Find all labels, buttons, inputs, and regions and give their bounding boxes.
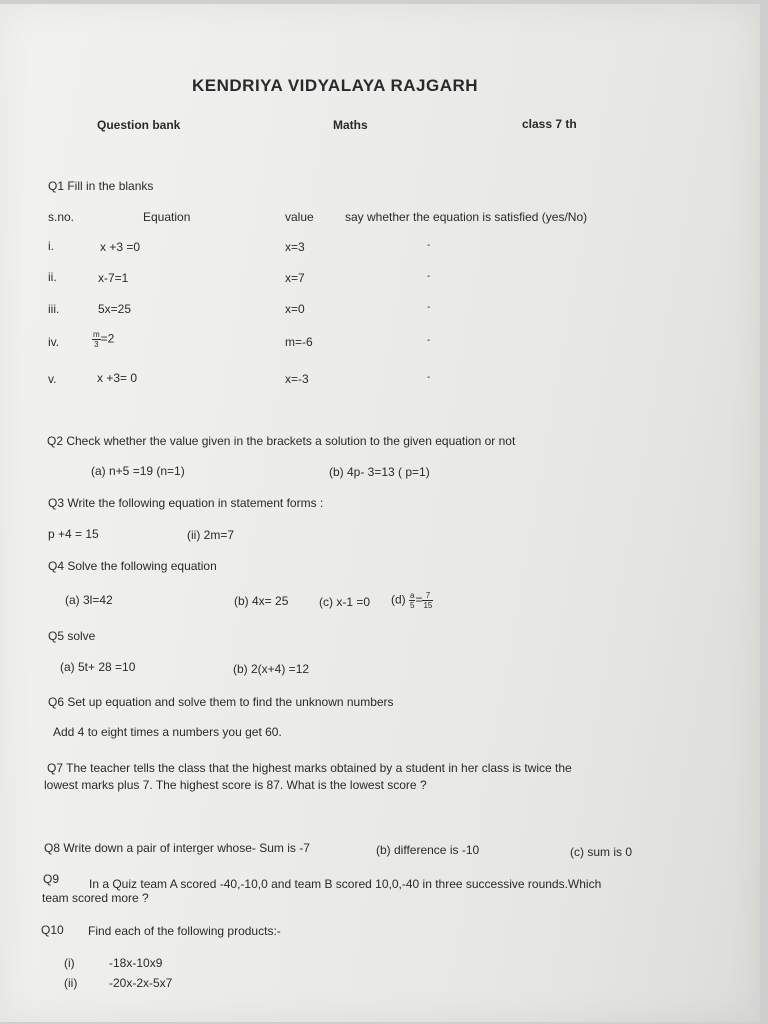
q3-part-i: p +4 = 15: [48, 527, 99, 541]
fraction: $\frac{7}{15}$: [423, 591, 433, 610]
q1-col-sno: s.no.: [48, 210, 75, 224]
q10-label: Q10: [41, 923, 64, 937]
q1-row-value: x=0: [285, 302, 305, 316]
q7-line1: Q7 The teacher tells the class that the highest marks obtained by a student in her class is twice the: [47, 761, 572, 775]
q2-part-b: (b) 4p- 3=13 ( p=1): [329, 465, 430, 479]
q10-item-expression: -20x-2x-5x7: [109, 976, 173, 990]
q5-part-a: (a) 5t+ 28 =10: [60, 660, 136, 674]
fraction: $\frac{m}{3}$: [93, 330, 100, 349]
q1-row-answer: -: [427, 240, 431, 251]
school-title: KENDRIYA VIDYALAYA RAJGARH: [192, 76, 479, 95]
q1-row-value: x=-3: [285, 372, 309, 386]
q1-row-equation: 5x=25: [98, 302, 132, 316]
q10-item-number: (i): [64, 956, 75, 970]
q1-title: Q1 Fill in the blanks: [48, 179, 154, 193]
q1-row-sno: i.: [48, 239, 54, 253]
q8-part-b: (b) difference is -10: [376, 843, 480, 857]
header-class: class 7 th: [522, 117, 577, 131]
q1-col-value: value: [285, 210, 314, 224]
q4-title: Q4 Solve the following equation: [48, 559, 217, 573]
q10-item-number: (ii): [64, 976, 78, 990]
q2-part-a: (a) n+5 =19 (n=1): [91, 464, 185, 478]
q4-part-c: (c) x-1 =0: [319, 595, 371, 609]
q1-row-sno: v.: [48, 372, 57, 386]
q1-row-sno: ii.: [48, 270, 57, 284]
q1-row-answer: -: [427, 372, 431, 383]
q1-row-answer: -: [427, 302, 431, 313]
q1-row-equation: x +3 =0: [100, 240, 141, 254]
q6-title: Q6 Set up equation and solve them to find the unknown numbers: [48, 695, 394, 709]
q1-row-value: m=-6: [285, 335, 313, 349]
q1-row-sno: iii.: [48, 302, 60, 316]
q1-row-answer: -: [427, 335, 431, 346]
q8-part-a: Q8 Write down a pair of interger whose- Sum is -7: [44, 841, 310, 855]
q1-row-value: x=7: [285, 271, 305, 285]
q8-part-c: (c) sum is 0: [570, 845, 633, 859]
q4-part-a: (a) 3l=42: [65, 593, 113, 607]
fraction: $\frac{a}{5}$: [410, 591, 415, 610]
q1-col-equation: Equation: [143, 210, 191, 224]
q5-title: Q5 solve: [48, 629, 96, 643]
q5-part-b: (b) 2(x+4) =12: [233, 662, 310, 676]
q3-part-ii: (ii) 2m=7: [187, 528, 235, 542]
q1-col-answer: say whether the equation is satisfied (yes/No): [345, 210, 588, 224]
q9-line1: In a Quiz team A scored -40,-10,0 and team B scored 10,0,-40 in three successive rounds.Which: [89, 877, 602, 891]
q1-row-answer: -: [427, 271, 431, 282]
q10-item-expression: -18x-10x9: [109, 956, 163, 970]
q6-body: Add 4 to eight times a numbers you get 60.: [53, 725, 282, 739]
q1-row-value: x=3: [285, 240, 305, 254]
q3-title: Q3 Write the following equation in statement forms :: [48, 496, 324, 510]
q1-row-equation: $\frac{m}{3}$ =2: [93, 330, 115, 349]
q4-part-b: (b) 4x= 25: [234, 594, 289, 608]
q4-part-d: (d) $\frac{a}{5}$ = $\frac{7}{15}$: [391, 591, 433, 610]
header-subject: Maths: [333, 118, 368, 132]
q9-line2: team scored more ?: [42, 891, 149, 905]
q1-row-equation: x +3= 0: [97, 371, 138, 385]
q1-row-equation: x-7=1: [98, 271, 129, 285]
q10-title: Find each of the following products:-: [88, 924, 281, 938]
q2-title: Q2 Check whether the value given in the brackets a solution to the given equation or not: [47, 434, 516, 448]
question-paper: [0, 4, 760, 1022]
q1-row-sno: iv.: [48, 335, 60, 349]
header-question-bank: Question bank: [97, 118, 181, 132]
q9-label: Q9: [43, 872, 60, 886]
q7-line2: lowest marks plus 7. The highest score is 87. What is the lowest score ?: [44, 778, 427, 792]
